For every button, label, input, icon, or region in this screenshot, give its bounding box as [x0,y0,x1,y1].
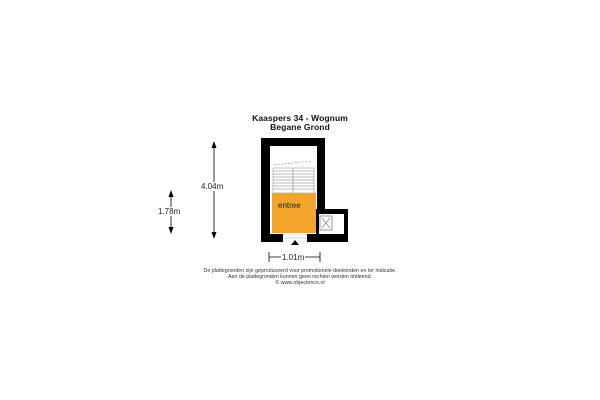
room-label-entree: entree [278,201,301,210]
annex-fixture [320,216,332,230]
disclaimer-line-2: Aan de plattegronden kunnen geen rechten worden ontleend. [227,274,372,280]
room-entree [272,193,316,233]
dimension-width-label: 1.01m [282,253,305,262]
website-credit: © www.objectenco.nl [275,280,325,286]
plan-title-floor: Begane Grond [270,122,330,132]
dimension-total-height-label: 4.04m [201,182,224,191]
dimension-partial-height-label: 1.78m [158,207,181,216]
plan-title-address: Kaaspers 34 - Wognum [252,113,348,123]
disclaimer-line-1: De plattegronden zijn geproduceerd voor promotionele doeleinden en ter indicatie. [203,268,397,274]
